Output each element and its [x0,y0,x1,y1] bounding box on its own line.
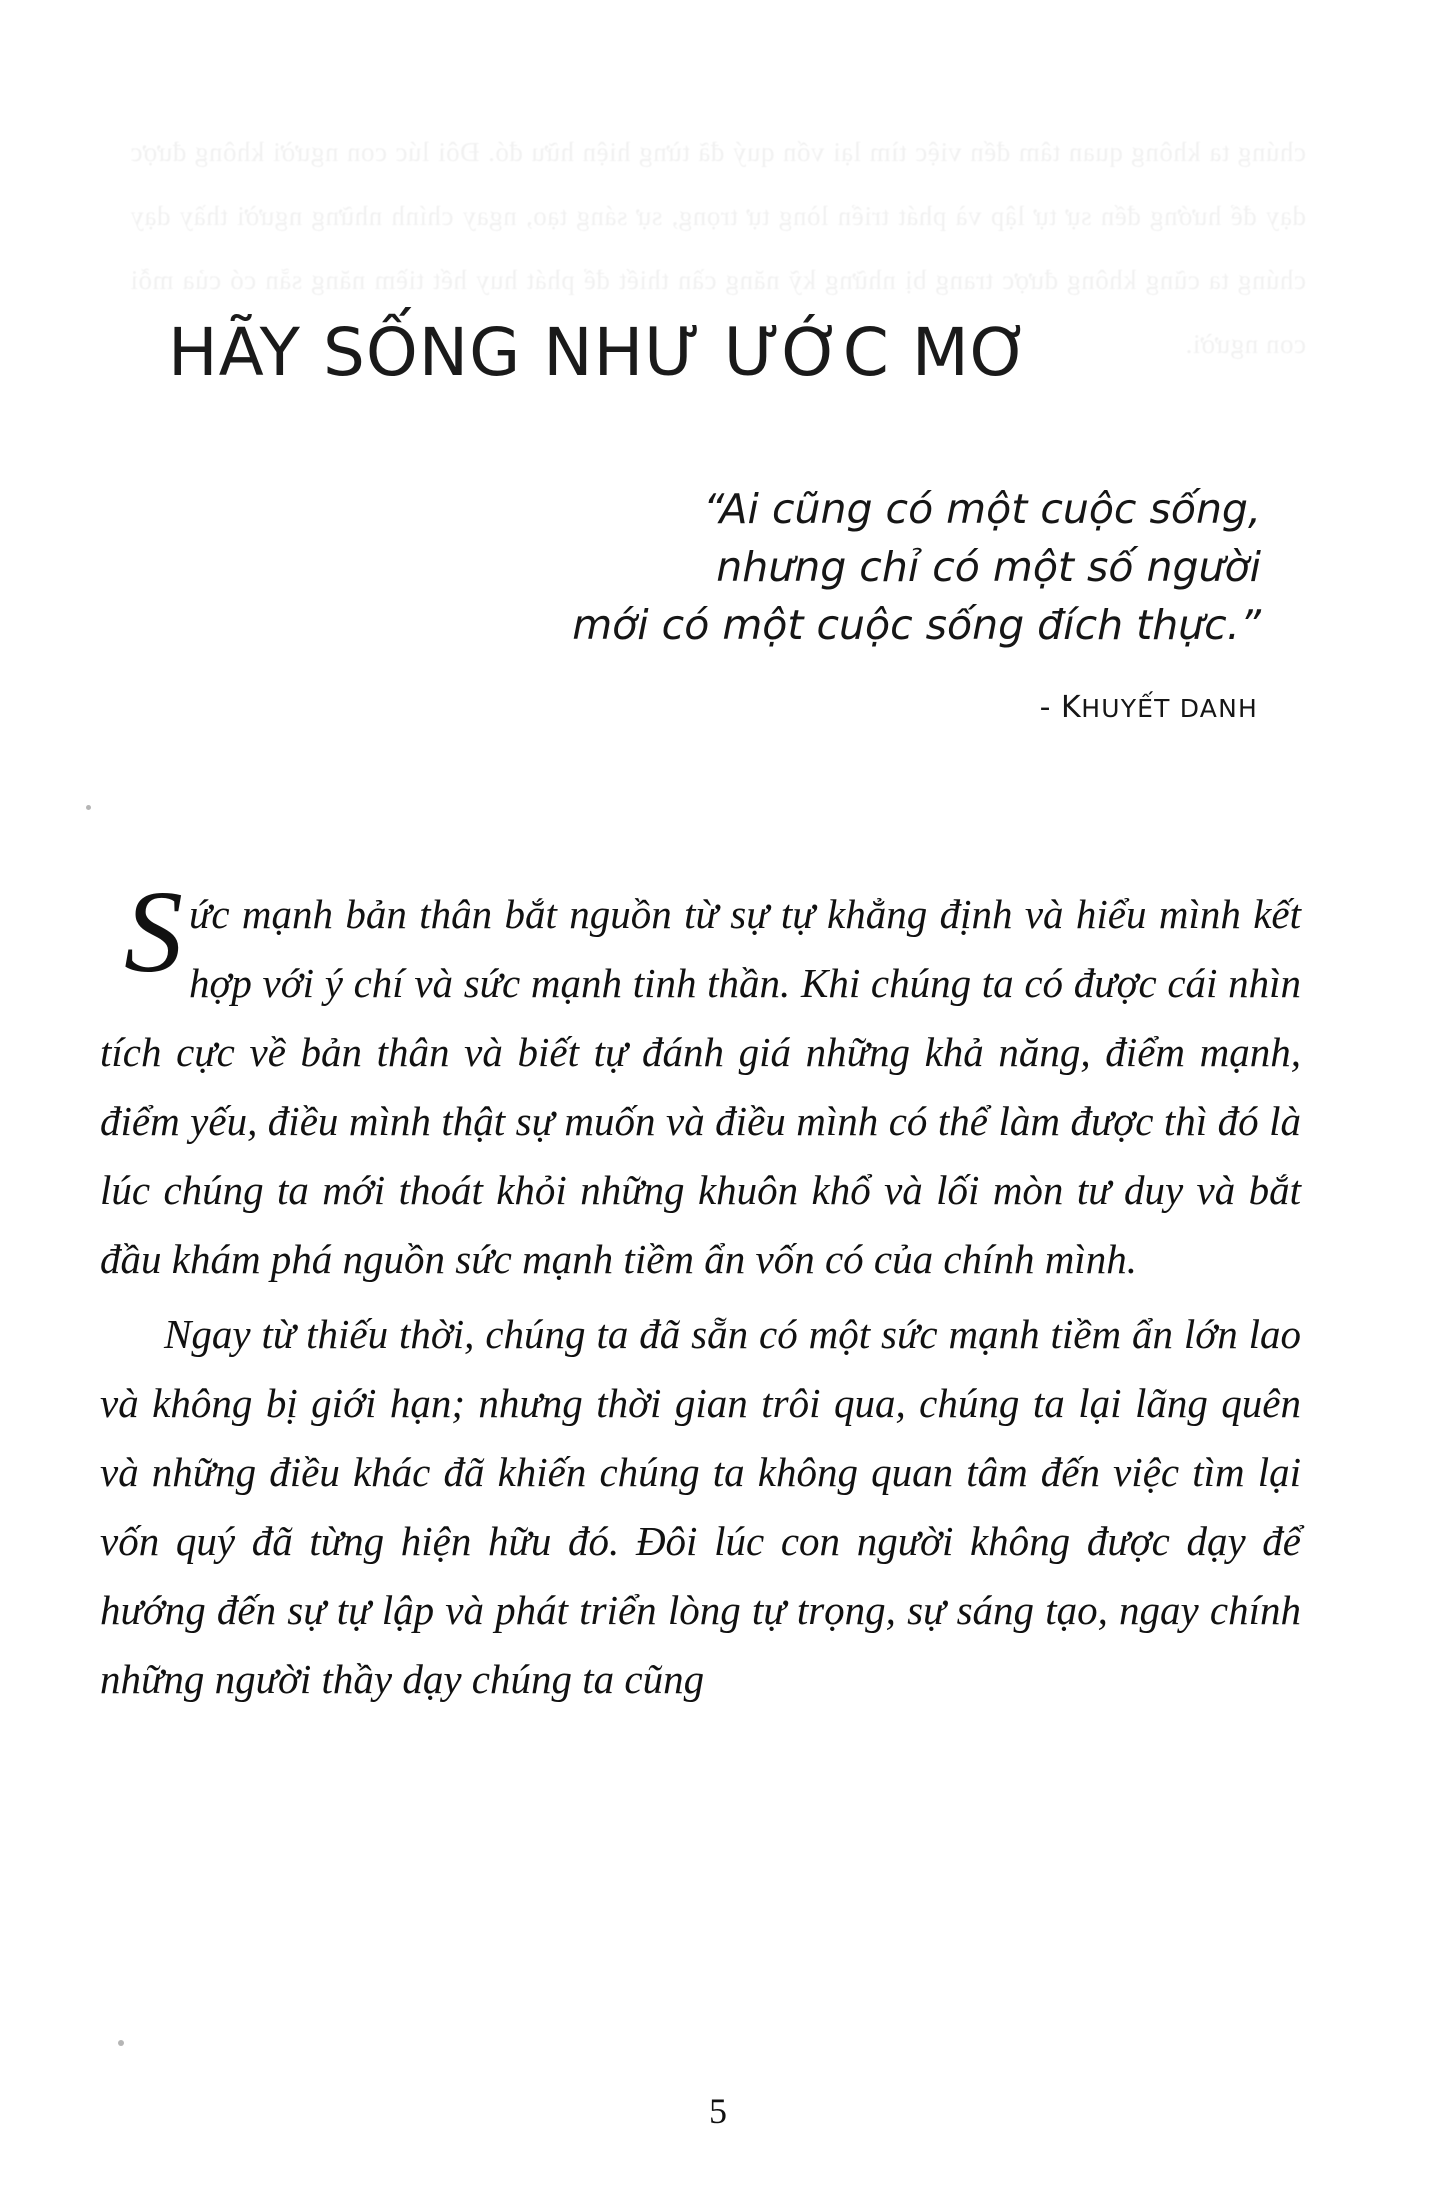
epigraph-line-3: mới có một cuộc sống đích thực.” [572,601,1261,649]
paper-speck [86,805,91,810]
epigraph-line-2: nhưng chỉ có một số người [716,543,1261,591]
page-bleed-through: chúng ta không quan tâm đến việc tìm lại vốn quý đã từng hiện hữu đó. Đôi lúc con người không được dạy để hướng đến sự tự lập và phát triển lòng tự trọng, sự sáng tạo, ngay chính những người thầy dạy chúng ta cũng không được trang bị những kỹ năng cần thiết để phát huy hết tiềm năng sẵn có của mỗi con người. [130,137,1306,359]
page-number: 5 [709,2091,727,2131]
body-text [100,866,1301,1720]
attribution-dash: - [1039,690,1062,725]
paper-speck [118,2040,124,2046]
attribution-name: HUYẾT DANH [1081,694,1258,723]
paragraph-1-text: ức mạnh bản thân bắt nguồn từ sự tự khẳng định và hiểu mình kết hợp với ý chí và sức mạnh tinh thần. Khi chúng ta có được cái nhìn tích cực về bản thân và biết tự đánh giá những khả năng, điểm mạnh, điểm yếu, điều mình thật sự muốn và điều mình có thể làm được thì đó là lúc chúng ta mới thoát khỏi những khuôn khổ và lối mòn tư duy và bắt đầu khám phá nguồn sức mạnh tiềm ẩn vốn có của chính mình. [100,891,1301,1282]
epigraph-attribution [1040,690,1258,725]
drop-cap: S [124,866,183,997]
paragraph-1 [100,866,1301,1294]
paragraph-2: Ngay từ thiếu thời, chúng ta đã sẵn có một sức mạnh tiềm ẩn lớn lao và không bị giới hạn; nhưng thời gian trôi qua, chúng ta lại lãng quên và những điều khác đã khiến chúng ta không quan tâm đến việc tìm lại vốn quý đã từng hiện hữu đó. Đôi lúc con người không được dạy để hướng đến sự tự lập và phát triển lòng tự trọng, sự sáng tạo, ngay chính những người thầy dạy chúng ta cũng [100,1311,1301,1702]
attribution-first-letter: K [1061,690,1082,725]
epigraph-line-1: “Ai cũng có một cuộc sống, [703,485,1261,533]
page-title: HÃY SỐNG NHƯ ƯỚC MƠ [168,314,1032,392]
epigraph-quote [501,480,1261,654]
